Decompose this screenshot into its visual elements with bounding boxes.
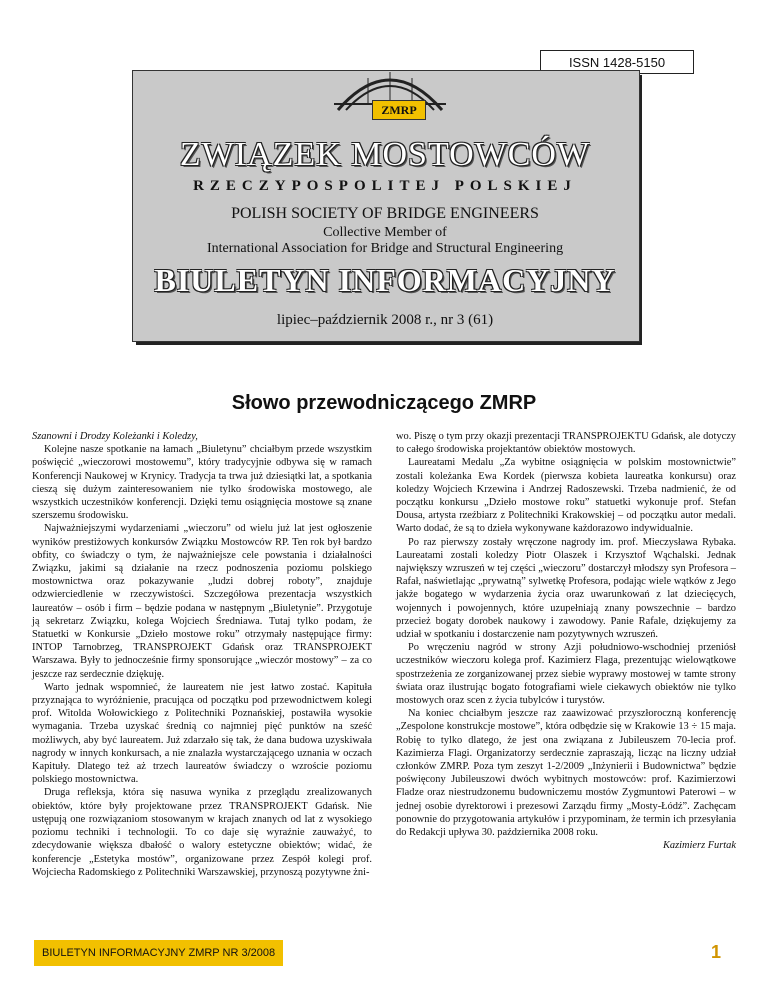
- paragraph: wo. Piszę o tym przy okazji prezentacji TRANSPROJEKTU Gdańsk, ale dotyczy to całego środowiska projektantów obiektów mostowych.: [396, 431, 736, 456]
- paragraph: Kolejne nasze spotkanie na łamach „Biuletynu” chciałbym przede wszystkim poświęcić „wieczorowi mostowemu”, który tradycyjnie odbywa się w ramach Konferencji Naukowej w Krynicy. Tradycja ta trwa już dziesiątki lat, a spotkania cieszą się dużym zainteresowaniem nie tylko środowiska mostowego, ale wszystkich uczestników konferencji. Dzięki temu osiągnięcia mostowe są znane szerszemu środowisku.: [32, 444, 372, 522]
- society-title: ZWIĄZEK MOSTOWCÓW: [179, 136, 591, 173]
- right-column: [396, 430, 736, 853]
- paragraph: Warto jednak wspomnieć, że laureatem nie jest łatwo zostać. Kapituła przyznająca to wyróżnienie, pracująca od początku pod przewodnictwem kolegi prof. Witolda Wołowickiego z Politechniki Poznańskiej, postawiła wysokie wymagania. Trzeba uzyskać średnią co najmniej pięć punktów na sześć możliwych, aby być laureatem. Już zdarzało się tak, że dana budowa uzyskiwała nagrody w innych konkursach, a nie znalazła wystarczającego uznania w oczach Kapituły. Dlatego też aż trzech laureatów świadczy o wzroście poziomu polskiego mostownictwa.: [32, 681, 372, 786]
- page-number: 1: [710, 942, 721, 962]
- paragraph: Po raz pierwszy zostały wręczone nagrody im. prof. Mieczysława Rybaka. Laureatami zostali koledzy Piotr Olaszek i Krzysztof Wąchalski. Jednak największy wzruszeń w tej części „wieczoru” dostarczył młodszy syn Profesora – Rafał, naświetlając „prywatną” sylwetkę Profesora, podając wiele wątków z Jego jakże bogatego w wydarzenia życia oraz uwarunkowań z lat dziecięcych, wojennych i powojennych, które uzupełniają znany powszechnie – bardzo przecież bogaty dorobek naukowy i zawodowy. Panie Rafale, dziękujemy za udział w spotkaniu i dostarczenie nam pozytywnych wzruszeń.: [396, 536, 736, 641]
- society-subtitle: RZECZYPOSPOLITEJ POLSKIEJ: [193, 178, 577, 194]
- paragraph: Druga refleksja, która się nasuwa wynika z przeglądu zrealizowanych obiektów, które były projektowane przez TRANSPROJEKT Gdańsk. Nie ustępują one rozwiązaniom stosowanym w krajach znanych od lat z wysokiego poziomu techniki i technologii. To co daje się wyraźnie zauważyć, to zdecydowanie większa dbałość o walory estetyczne obiektów; widać, że konferencje „Estetyka mostów”, organizowane przez Zespół kolegi prof. Wojciecha Radomskiego z Politechniki Warszawskiej, przynoszą pozytywne żni-: [32, 787, 372, 878]
- paragraph: Na koniec chciałbym jeszcze raz zaawizować przyszłoroczną konferencję „Zespolone konstrukcje mostowe”, która odbędzie się w Krakowie 13 ÷ 15 maja. Robię to tylko dlatego, że jest ona związana z Jubileuszem 70-lecia prof. Kazimierza Flagi. Organizatorzy serdecznie zapraszają, licząc na liczny udział członków ZMRP. Poza tym zeszyt 1-2/2009 „Inżynierii i Budownictwa” będzie poświęcony Jubileuszowi dwóch wybitnych mostowców: prof. Kazimierzowi Fladze oraz niestrudzonemu budowniczemu mostów Zygmuntowi Paterowi – w jednej osobie dyrektorowi i prezesowi Zarządu firmy „Mosty-Łódź”. Zachęcam ponownie do przygotowania artykułów i przypominam, że termin ich przesyłania do Redakcji upływa 30. października 2008 roku.: [396, 708, 736, 839]
- left-column: [32, 430, 372, 879]
- society-english-name: POLISH SOCIETY OF BRIDGE ENGINEERS: [231, 205, 539, 222]
- issn-box: ISSN 1428-5150: [540, 50, 694, 74]
- membership-line: Collective Member of: [323, 225, 447, 240]
- paragraph: Po wręczeniu nagród w strony Azji południowo-wschodniej przeniósł uczestników wieczoru kolega prof. Kazimierz Flaga, prezentując wielowątkowe spostrzeżenia ze zorganizowanej przez siebie wyprawy mostowej w tamte strony świata oraz ilustrując bogato fotografiami wiele ciekawych obiektów nie tylko mostowych oraz scen z życia tubylców i turystów.: [396, 642, 736, 707]
- paragraph: Laureatami Medalu „Za wybitne osiągnięcia w polskim mostownictwie” zostali koleżanka Ewa Kordek (pierwsza kobieta laureatka konkursu) oraz koledzy Wojciech Krzewina i Andrzej Radoszewski. Trzeba nadmienić, że od początku konkursu „Dzieło mostowe roku” statuetki wykonuje prof. Stefan Dousa, artysta rzeźbiarz z Politechniki Krakowskiej – od początku autor medali. Warto dodać, że są to dzieła wykonywane każdorazowo indywidualnie.: [396, 457, 736, 535]
- logo-label: ZMRP: [372, 100, 426, 120]
- bulletin-title: BIULETYN INFORMACYJNY: [154, 262, 616, 298]
- footer-label: BIULETYN INFORMACYJNY ZMRP NR 3/2008: [34, 940, 283, 966]
- article-heading: Słowo przewodniczącego ZMRP: [231, 392, 537, 414]
- association-name: International Association for Bridge and Structural Engineering: [206, 241, 564, 256]
- issue-line: lipiec–październik 2008 r., nr 3 (61): [276, 312, 494, 328]
- salutation: Szanowni i Drodzy Koleżanki i Koledzy,: [32, 431, 198, 442]
- signature: Kazimierz Furtak: [662, 840, 736, 852]
- paragraph: Najważniejszymi wydarzeniami „wieczoru” od wielu już lat jest ogłoszenie wyników prestiżowych konkursów Związku Mostowców RP. Ten rok był bardzo obfity, co świadczy o tym, że najważniejsze cele powstania i działalności Związku, jakimi są działanie na rzecz podnoszenia poziomu polskiego mostownictwa oraz pokazywanie „ludzi dobrej roboty”, znajduje odzwierciedlenie w rzeczywistości. Szczegółowa prezentacja wszystkich laureatów – osób i firm – będzie podana w następnym „Biuletynie”. Przygotuje ją sekretarz Związku, kolega Wojciech Średniawa. Tutaj tylko podam, że Statuetki w Konkursie „Dzieło mostowe roku” otrzymały następujące firmy: INTOP Tarnobrzeg, TRANSPROJEKT Gdańsk oraz TRANSPROJEKT Warszawa. Były to jednocześnie firmy sponsorujące „wieczór mostowy” – za co jeszcze raz serdecznie dziękuję.: [32, 523, 372, 680]
